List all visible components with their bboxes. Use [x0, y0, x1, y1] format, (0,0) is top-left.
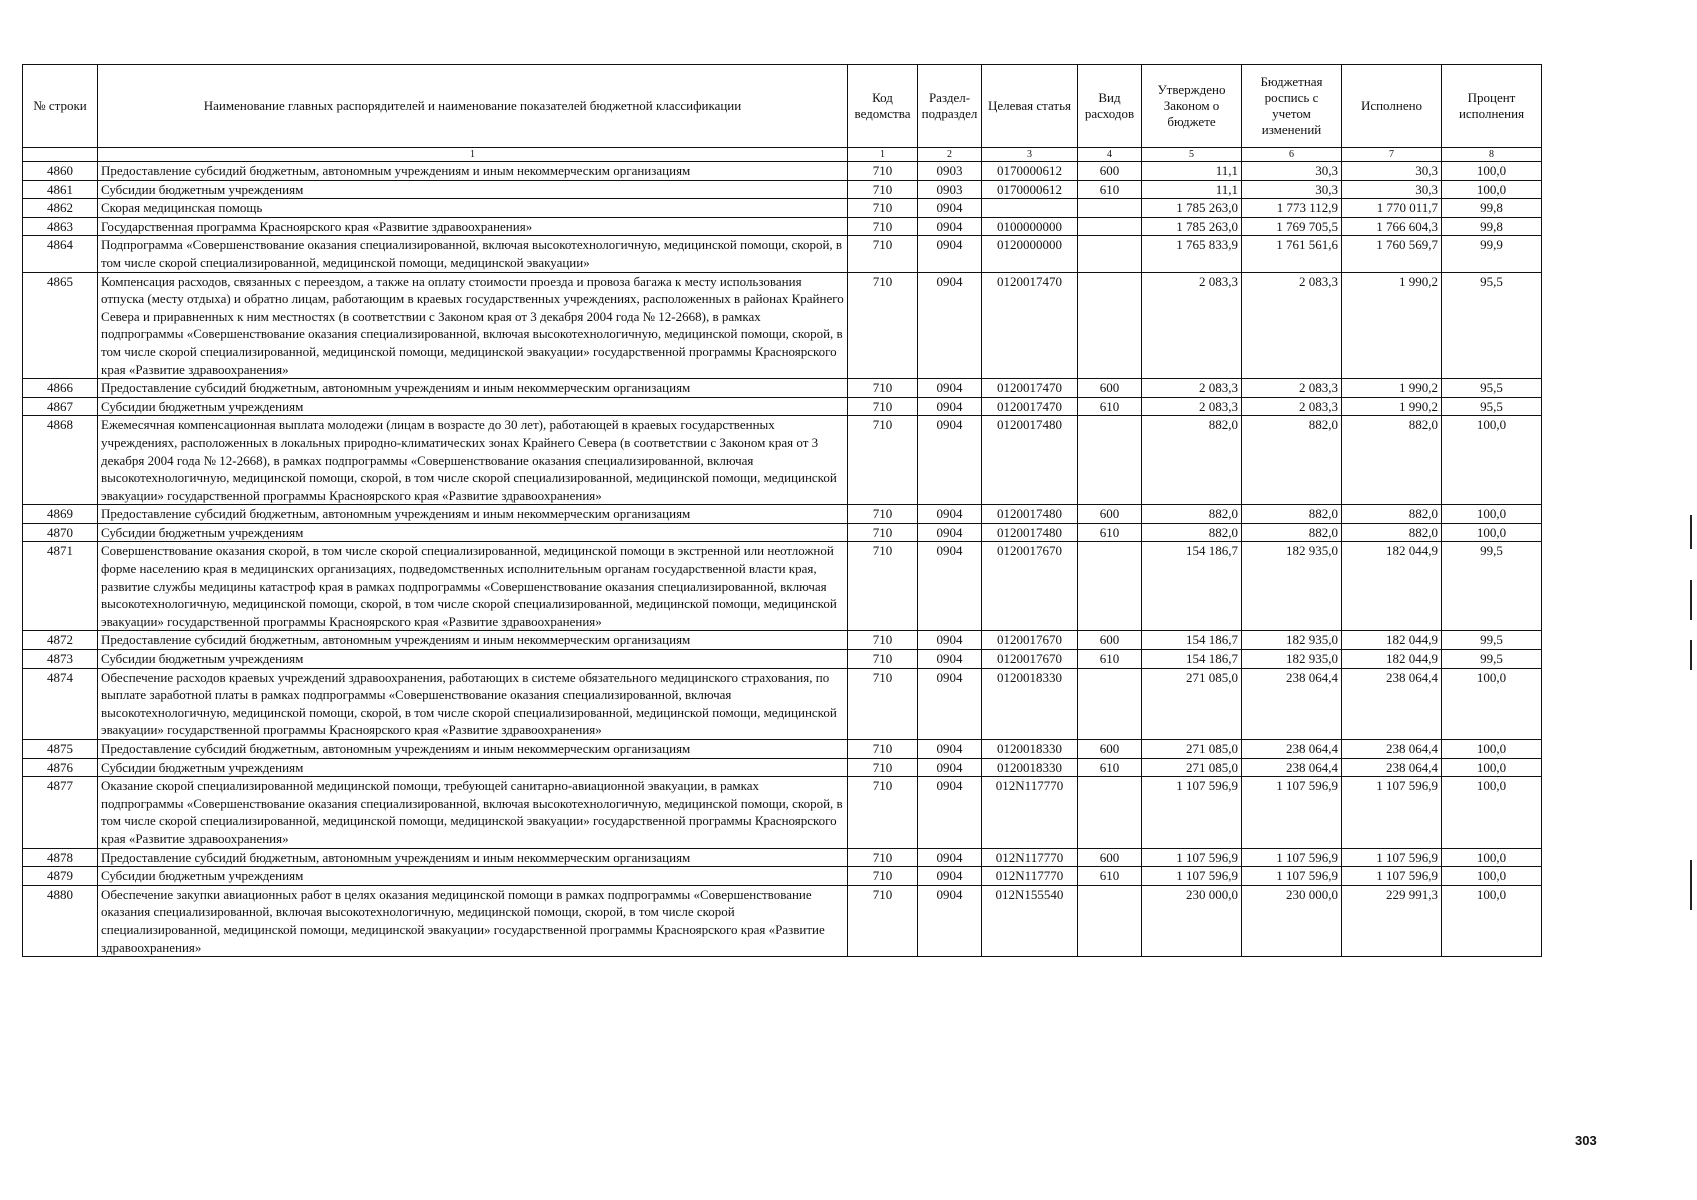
row-executed: 1 770 011,7 — [1342, 199, 1442, 218]
row-executed: 238 064,4 — [1342, 758, 1442, 777]
row-target-code: 0120017480 — [982, 523, 1078, 542]
row-number: 4872 — [23, 631, 98, 650]
row-percent: 100,0 — [1442, 162, 1542, 181]
table-row — [23, 505, 1542, 524]
row-target-code: 0120017480 — [982, 416, 1078, 505]
table-row — [23, 650, 1542, 669]
header-section: Раздел-подраздел — [918, 65, 982, 148]
row-executed: 1 990,2 — [1342, 397, 1442, 416]
table-row — [23, 740, 1542, 759]
table-row — [23, 758, 1542, 777]
table-row — [23, 180, 1542, 199]
row-revised: 882,0 — [1242, 505, 1342, 524]
row-section-code: 0904 — [918, 885, 982, 956]
header-row — [23, 65, 1542, 148]
row-approved: 2 083,3 — [1142, 272, 1242, 379]
row-target-code — [982, 199, 1078, 218]
row-number: 4868 — [23, 416, 98, 505]
table-row — [23, 848, 1542, 867]
row-dept-code: 710 — [848, 631, 918, 650]
row-dept-code: 710 — [848, 236, 918, 272]
row-dept-code: 710 — [848, 162, 918, 181]
budget-page — [22, 64, 1542, 957]
row-section-code: 0904 — [918, 650, 982, 669]
row-executed: 1 990,2 — [1342, 272, 1442, 379]
row-approved: 271 085,0 — [1142, 758, 1242, 777]
row-revised: 30,3 — [1242, 162, 1342, 181]
row-target-code: 0170000612 — [982, 162, 1078, 181]
header-name: Наименование главных распорядителей и наименование показателей бюджетной классификации — [98, 65, 848, 148]
row-revised: 1 761 561,6 — [1242, 236, 1342, 272]
row-dept-code: 710 — [848, 848, 918, 867]
row-section-code: 0904 — [918, 758, 982, 777]
row-target-code: 012N117770 — [982, 777, 1078, 848]
row-number: 4873 — [23, 650, 98, 669]
row-number: 4860 — [23, 162, 98, 181]
row-dept-code: 710 — [848, 180, 918, 199]
row-section-code: 0903 — [918, 162, 982, 181]
row-revised: 182 935,0 — [1242, 650, 1342, 669]
row-name: Субсидии бюджетным учреждениям — [98, 523, 848, 542]
row-number: 4865 — [23, 272, 98, 379]
row-percent: 95,5 — [1442, 397, 1542, 416]
row-revised: 1 107 596,9 — [1242, 777, 1342, 848]
row-percent: 99,8 — [1442, 217, 1542, 236]
row-section-code: 0904 — [918, 631, 982, 650]
table-row — [23, 542, 1542, 631]
row-approved: 271 085,0 — [1142, 668, 1242, 739]
row-target-code: 0120017480 — [982, 505, 1078, 524]
row-number: 4869 — [23, 505, 98, 524]
column-number: 1 — [98, 148, 848, 162]
row-dept-code: 710 — [848, 272, 918, 379]
row-target-code: 0100000000 — [982, 217, 1078, 236]
header-revised: Бюджетная роспись с учетом изменений — [1242, 65, 1342, 148]
row-number: 4870 — [23, 523, 98, 542]
row-approved: 882,0 — [1142, 416, 1242, 505]
column-number: 8 — [1442, 148, 1542, 162]
row-section-code: 0904 — [918, 777, 982, 848]
row-dept-code: 710 — [848, 668, 918, 739]
row-name: Субсидии бюджетным учреждениям — [98, 758, 848, 777]
row-approved: 2 083,3 — [1142, 397, 1242, 416]
column-number: 2 — [918, 148, 982, 162]
row-approved: 1 107 596,9 — [1142, 867, 1242, 886]
row-number: 4864 — [23, 236, 98, 272]
row-section-code: 0904 — [918, 397, 982, 416]
row-executed: 229 991,3 — [1342, 885, 1442, 956]
row-number: 4875 — [23, 740, 98, 759]
row-target-code: 0120017670 — [982, 650, 1078, 669]
row-revised: 30,3 — [1242, 180, 1342, 199]
row-name: Оказание скорой специализированной медицинской помощи, требующей санитарно-авиационной эвакуации, в рамках подпрограммы «Совершенствование оказания специализированной, включая высокотехнологичную, медицинской помощи, скорой, в том числе скорой специализированной, медицинской помощи, медицинской эвакуации» государственной программы Красноярского края «Развитие здравоохранения» — [98, 777, 848, 848]
table-row — [23, 668, 1542, 739]
row-expense-type — [1078, 236, 1142, 272]
row-percent: 100,0 — [1442, 668, 1542, 739]
row-expense-type: 610 — [1078, 650, 1142, 669]
row-approved: 1 785 263,0 — [1142, 199, 1242, 218]
row-percent: 100,0 — [1442, 867, 1542, 886]
table-row — [23, 631, 1542, 650]
column-number: 4 — [1078, 148, 1142, 162]
row-name: Субсидии бюджетным учреждениям — [98, 397, 848, 416]
row-approved: 154 186,7 — [1142, 650, 1242, 669]
row-name: Скорая медицинская помощь — [98, 199, 848, 218]
header-approved: Утверждено Законом о бюджете — [1142, 65, 1242, 148]
row-expense-type: 610 — [1078, 180, 1142, 199]
row-percent: 100,0 — [1442, 758, 1542, 777]
row-number: 4871 — [23, 542, 98, 631]
row-dept-code: 710 — [848, 867, 918, 886]
row-target-code: 012N155540 — [982, 885, 1078, 956]
row-percent: 100,0 — [1442, 416, 1542, 505]
row-approved: 11,1 — [1142, 162, 1242, 181]
row-expense-type: 610 — [1078, 867, 1142, 886]
row-dept-code: 710 — [848, 416, 918, 505]
header-dept: Код ведомства — [848, 65, 918, 148]
row-executed: 1 760 569,7 — [1342, 236, 1442, 272]
table-row — [23, 199, 1542, 218]
row-percent: 95,5 — [1442, 379, 1542, 398]
row-expense-type — [1078, 272, 1142, 379]
table-body — [23, 162, 1542, 957]
row-revised: 1 107 596,9 — [1242, 867, 1342, 886]
row-executed: 1 990,2 — [1342, 379, 1442, 398]
row-target-code: 0120017470 — [982, 379, 1078, 398]
row-percent: 100,0 — [1442, 180, 1542, 199]
row-approved: 882,0 — [1142, 505, 1242, 524]
row-section-code: 0904 — [918, 523, 982, 542]
header-type: Вид расходов — [1078, 65, 1142, 148]
row-percent: 100,0 — [1442, 885, 1542, 956]
row-revised: 238 064,4 — [1242, 740, 1342, 759]
row-revised: 2 083,3 — [1242, 397, 1342, 416]
table-row — [23, 397, 1542, 416]
row-section-code: 0904 — [918, 416, 982, 505]
row-approved: 230 000,0 — [1142, 885, 1242, 956]
row-executed: 182 044,9 — [1342, 542, 1442, 631]
row-executed: 882,0 — [1342, 523, 1442, 542]
row-name: Субсидии бюджетным учреждениям — [98, 867, 848, 886]
column-number: 6 — [1242, 148, 1342, 162]
row-expense-type — [1078, 416, 1142, 505]
row-name: Государственная программа Красноярского края «Развитие здравоохранения» — [98, 217, 848, 236]
row-target-code: 0120017470 — [982, 397, 1078, 416]
row-percent: 99,5 — [1442, 650, 1542, 669]
row-approved: 1 785 263,0 — [1142, 217, 1242, 236]
row-expense-type: 610 — [1078, 397, 1142, 416]
row-name: Обеспечение расходов краевых учреждений здравоохранения, работающих в системе обязательного медицинского страхования, по выплате заработной платы в рамках подпрограммы «Совершенствование оказания специализированной, включая высокотехнологичную, медицинской помощи, скорой, в том числе скорой специализированной, медицинской помощи, медицинской эвакуации» государственной программы Красноярского края «Развитие здравоохранения» — [98, 668, 848, 739]
row-target-code: 0120017670 — [982, 631, 1078, 650]
row-approved: 271 085,0 — [1142, 740, 1242, 759]
table-row — [23, 777, 1542, 848]
row-percent: 100,0 — [1442, 848, 1542, 867]
scan-edge-mark — [1690, 640, 1692, 670]
row-expense-type: 610 — [1078, 523, 1142, 542]
table-row — [23, 379, 1542, 398]
header-target: Целевая статья — [982, 65, 1078, 148]
row-percent: 99,5 — [1442, 631, 1542, 650]
row-expense-type — [1078, 668, 1142, 739]
row-section-code: 0904 — [918, 542, 982, 631]
header-percent: Процент исполнения — [1442, 65, 1542, 148]
row-executed: 182 044,9 — [1342, 631, 1442, 650]
row-number: 4879 — [23, 867, 98, 886]
row-dept-code: 710 — [848, 758, 918, 777]
row-dept-code: 710 — [848, 523, 918, 542]
row-executed: 1 107 596,9 — [1342, 848, 1442, 867]
table-row — [23, 272, 1542, 379]
table-row — [23, 885, 1542, 956]
row-approved: 882,0 — [1142, 523, 1242, 542]
row-executed: 1 107 596,9 — [1342, 867, 1442, 886]
row-name: Предоставление субсидий бюджетным, автономным учреждениям и иным некоммерческим организациям — [98, 162, 848, 181]
row-name: Предоставление субсидий бюджетным, автономным учреждениям и иным некоммерческим организациям — [98, 740, 848, 759]
row-section-code: 0904 — [918, 668, 982, 739]
row-section-code: 0903 — [918, 180, 982, 199]
row-target-code: 012N117770 — [982, 867, 1078, 886]
table-row — [23, 162, 1542, 181]
row-name: Ежемесячная компенсационная выплата молодежи (лицам в возрасте до 30 лет), работающей в краевых государственных учреждениях, расположенных в локальных природно-климатических зонах Крайнего Севера (в соответствии с Законом края от 3 декабря 2004 года № 12-2668), в рамках подпрограммы «Совершенствование оказания специализированной, включая высокотехнологичную, медицинской помощи, скорой, в том числе скорой специализированной, медицинской помощи, медицинской эвакуации» государственной программы Красноярского края «Развитие здравоохранения» — [98, 416, 848, 505]
row-target-code: 0170000612 — [982, 180, 1078, 199]
row-name: Обеспечение закупки авиационных работ в целях оказания медицинской помощи в рамках подпрограммы «Совершенствование оказания специализированной, включая высокотехнологичную, медицинской помощи, скорой, в том числе скорой специализированной, медицинской помощи, медицинской эвакуации» государственной программы Красноярского края «Развитие здравоохранения» — [98, 885, 848, 956]
row-percent: 100,0 — [1442, 740, 1542, 759]
row-percent: 100,0 — [1442, 523, 1542, 542]
row-dept-code: 710 — [848, 505, 918, 524]
column-number: 1 — [848, 148, 918, 162]
row-number: 4862 — [23, 199, 98, 218]
row-executed: 182 044,9 — [1342, 650, 1442, 669]
row-expense-type: 600 — [1078, 740, 1142, 759]
scan-edge-mark — [1690, 515, 1692, 549]
row-expense-type — [1078, 199, 1142, 218]
row-approved: 154 186,7 — [1142, 631, 1242, 650]
row-revised: 230 000,0 — [1242, 885, 1342, 956]
row-executed: 882,0 — [1342, 416, 1442, 505]
row-percent: 99,8 — [1442, 199, 1542, 218]
row-percent: 100,0 — [1442, 777, 1542, 848]
scan-edge-mark — [1690, 860, 1692, 910]
row-name: Субсидии бюджетным учреждениям — [98, 650, 848, 669]
row-target-code: 0120017670 — [982, 542, 1078, 631]
row-dept-code: 710 — [848, 885, 918, 956]
row-name: Предоставление субсидий бюджетным, автономным учреждениям и иным некоммерческим организациям — [98, 631, 848, 650]
row-dept-code: 710 — [848, 650, 918, 669]
row-revised: 182 935,0 — [1242, 542, 1342, 631]
row-expense-type: 600 — [1078, 631, 1142, 650]
table-row — [23, 217, 1542, 236]
row-section-code: 0904 — [918, 848, 982, 867]
budget-table — [22, 64, 1542, 957]
row-revised: 1 769 705,5 — [1242, 217, 1342, 236]
row-expense-type: 600 — [1078, 379, 1142, 398]
row-revised: 1 107 596,9 — [1242, 848, 1342, 867]
row-revised: 182 935,0 — [1242, 631, 1342, 650]
row-expense-type — [1078, 542, 1142, 631]
row-executed: 1 107 596,9 — [1342, 777, 1442, 848]
row-name: Предоставление субсидий бюджетным, автономным учреждениям и иным некоммерческим организациям — [98, 379, 848, 398]
row-number: 4877 — [23, 777, 98, 848]
row-expense-type: 600 — [1078, 162, 1142, 181]
row-number: 4867 — [23, 397, 98, 416]
table-row — [23, 236, 1542, 272]
row-target-code: 0120018330 — [982, 758, 1078, 777]
row-dept-code: 710 — [848, 397, 918, 416]
row-revised: 882,0 — [1242, 523, 1342, 542]
row-approved: 1 107 596,9 — [1142, 848, 1242, 867]
scan-edge-mark — [1690, 580, 1692, 620]
row-target-code: 0120017470 — [982, 272, 1078, 379]
row-executed: 30,3 — [1342, 162, 1442, 181]
row-target-code: 0120018330 — [982, 668, 1078, 739]
row-number: 4863 — [23, 217, 98, 236]
column-number: 5 — [1142, 148, 1242, 162]
row-executed: 30,3 — [1342, 180, 1442, 199]
row-number: 4861 — [23, 180, 98, 199]
row-section-code: 0904 — [918, 505, 982, 524]
row-expense-type: 600 — [1078, 505, 1142, 524]
row-percent: 95,5 — [1442, 272, 1542, 379]
table-row — [23, 416, 1542, 505]
row-percent: 100,0 — [1442, 505, 1542, 524]
row-revised: 882,0 — [1242, 416, 1342, 505]
row-revised: 2 083,3 — [1242, 379, 1342, 398]
row-section-code: 0904 — [918, 272, 982, 379]
row-approved: 1 765 833,9 — [1142, 236, 1242, 272]
row-dept-code: 710 — [848, 199, 918, 218]
table-row — [23, 523, 1542, 542]
row-dept-code: 710 — [848, 542, 918, 631]
row-executed: 238 064,4 — [1342, 740, 1442, 759]
row-dept-code: 710 — [848, 217, 918, 236]
row-name: Компенсация расходов, связанных с переездом, а также на оплату стоимости проезда и провоза багажа к месту использования отпуска (месту отдыха) и обратно лицам, работающим в краевых государственных учреждениях, расположенных в районах Крайнего Севера и приравненных к ним местностях (в соответствии с Законом края от 3 декабря 2004 года № 12-2668), в рамках подпрограммы «Совершенствование оказания специализированной, включая высокотехнологичную, медицинской помощи, скорой, в том числе скорой специализированной, медицинской помощи, медицинской эвакуации» государственной программы Красноярского края «Развитие здравоохранения» — [98, 272, 848, 379]
row-dept-code: 710 — [848, 379, 918, 398]
row-section-code: 0904 — [918, 236, 982, 272]
row-approved: 1 107 596,9 — [1142, 777, 1242, 848]
row-section-code: 0904 — [918, 379, 982, 398]
row-section-code: 0904 — [918, 740, 982, 759]
row-expense-type: 610 — [1078, 758, 1142, 777]
row-number: 4874 — [23, 668, 98, 739]
row-name: Предоставление субсидий бюджетным, автономным учреждениям и иным некоммерческим организациям — [98, 848, 848, 867]
header-executed: Исполнено — [1342, 65, 1442, 148]
row-section-code: 0904 — [918, 867, 982, 886]
column-number — [23, 148, 98, 162]
page-number: 303 — [1575, 1133, 1597, 1148]
row-percent: 99,5 — [1442, 542, 1542, 631]
row-percent: 99,9 — [1442, 236, 1542, 272]
row-number: 4876 — [23, 758, 98, 777]
row-expense-type — [1078, 217, 1142, 236]
row-approved: 11,1 — [1142, 180, 1242, 199]
row-executed: 882,0 — [1342, 505, 1442, 524]
row-target-code: 012N117770 — [982, 848, 1078, 867]
row-revised: 1 773 112,9 — [1242, 199, 1342, 218]
row-dept-code: 710 — [848, 777, 918, 848]
column-number: 7 — [1342, 148, 1442, 162]
row-executed: 1 766 604,3 — [1342, 217, 1442, 236]
row-section-code: 0904 — [918, 199, 982, 218]
row-name: Субсидии бюджетным учреждениям — [98, 180, 848, 199]
row-name: Предоставление субсидий бюджетным, автономным учреждениям и иным некоммерческим организациям — [98, 505, 848, 524]
row-target-code: 0120000000 — [982, 236, 1078, 272]
row-dept-code: 710 — [848, 740, 918, 759]
row-approved: 2 083,3 — [1142, 379, 1242, 398]
row-name: Совершенствование оказания скорой, в том числе скорой специализированной, медицинской помощи в экстренной или неотложной форме населению края в медицинских организациях, подведомственных исполнительным органам государственной власти края, развитие службы медицины катастроф края в рамках подпрограммы «Совершенствование оказания специализированной, включая высокотехнологичную, медицинской помощи, скорой, в том числе скорой специализированной, медицинской помощи, медицинской эвакуации» государственной программы Красноярского края «Развитие здравоохранения» — [98, 542, 848, 631]
row-target-code: 0120018330 — [982, 740, 1078, 759]
column-number: 3 — [982, 148, 1078, 162]
row-revised: 2 083,3 — [1242, 272, 1342, 379]
row-name: Подпрограмма «Совершенствование оказания специализированной, включая высокотехнологичную, медицинской помощи, скорой, в том числе скорой специализированной, медицинской помощи, медицинской эвакуации» — [98, 236, 848, 272]
row-expense-type — [1078, 777, 1142, 848]
row-number: 4866 — [23, 379, 98, 398]
row-section-code: 0904 — [918, 217, 982, 236]
row-revised: 238 064,4 — [1242, 668, 1342, 739]
row-expense-type — [1078, 885, 1142, 956]
row-revised: 238 064,4 — [1242, 758, 1342, 777]
row-number: 4878 — [23, 848, 98, 867]
row-executed: 238 064,4 — [1342, 668, 1442, 739]
header-row-no: № строки — [23, 65, 98, 148]
row-approved: 154 186,7 — [1142, 542, 1242, 631]
row-number: 4880 — [23, 885, 98, 956]
column-number-row — [23, 148, 1542, 162]
table-row — [23, 867, 1542, 886]
row-expense-type: 600 — [1078, 848, 1142, 867]
